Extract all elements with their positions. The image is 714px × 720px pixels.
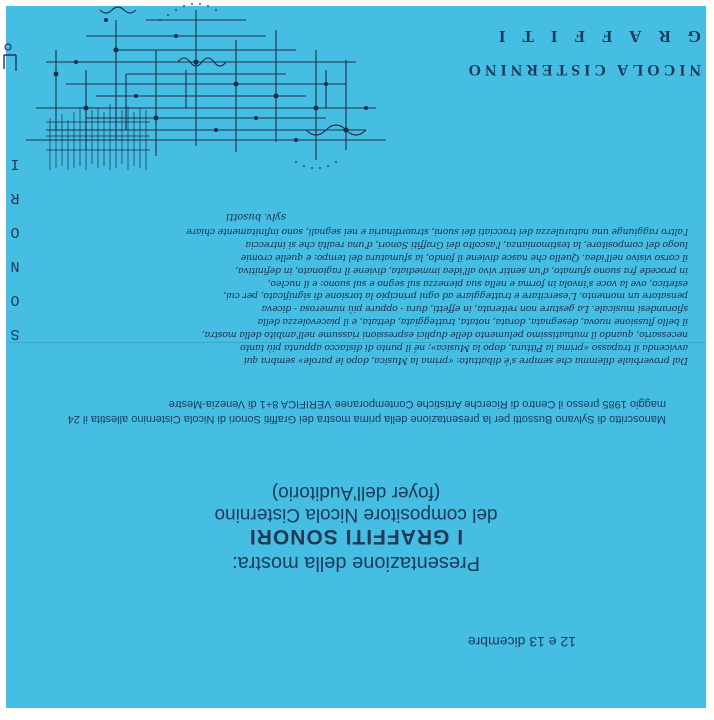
manuscript-caption-line1: Manoscritto di Sylvano Bussotti per la presentazione della prima mostra dei Graffiti Sonori di Nicola Cisternino allestita il 24 [67, 413, 666, 425]
manuscript-caption-line2: maggio 1985 presso il Centro di Ricerche Artistiche Contemporanee VERIFICA 8+1 di Venezia-Mestre [168, 398, 666, 410]
manuscript-line: l'altro raggiunge una naturalezza dei tracciati dei suoni, straordinaria e nei segnali, sono infinitamente chiare [186, 225, 688, 237]
artist-name: NICOLA CISTERNINO [464, 61, 701, 78]
upside-down-content [6, 6, 706, 708]
vertical-letter: O [10, 291, 20, 308]
folded-card [6, 6, 706, 708]
vertical-sonori-label [8, 146, 22, 350]
vertical-letter: N [10, 257, 20, 274]
manuscript-line: il bello flussione nuova, desegnata, dorata, notata, tratteggiata, dettata, e il piacevolezza della [257, 316, 688, 328]
series-title: GRAFFITI [481, 27, 701, 46]
vertical-letter: R [10, 189, 20, 206]
event-date: 12 e 13 dicembre [467, 634, 576, 650]
venue-line: (foyer dell'Auditorio) [271, 482, 441, 503]
manuscript-line: pensatore un momento. L'esercitare e tratteggiare ad ogni principio la torsione di significato, per cui, [223, 290, 688, 302]
composer-line: del compositore Nicola Cisternino [214, 504, 498, 525]
graffiti-score-artwork [26, 0, 386, 170]
manuscript-line: Dal proverbiale dilemma che sempre s'è dibattuto: «prima la Musica, dopo le parole» sembra qui [243, 355, 688, 366]
handwritten-manuscript [78, 224, 688, 366]
manuscript-line: luogo del compositore, la testimonianza, l'ascolto dei Graffiti Sonori, d'una realtà che si intreccia [245, 238, 688, 250]
manuscript-line: avvicenda il trapasso «prima la Pittura, dopo la Musica»; né il punto di distacco appunta più tanto [240, 342, 688, 354]
manuscript-line: necessario, quando il mutuatissimo pelumento delle duplici espressioni riassume nell'ambito della mostra, [201, 329, 688, 341]
manuscript-line: in procede fra suono sfumato, d'un sentir vivo all'idea immediata, diviene il ragionato, in definitiva, [235, 264, 688, 276]
presentation-heading: Presentazione della mostra: [232, 552, 480, 574]
manuscript-line: sfiorandesi musicale. La gesture non reiterata, in effetti, dura - oppure più numerosa - diceva [261, 303, 688, 315]
exhibition-title: I GRAFFITI SONORI [248, 525, 464, 548]
manuscript-line: estetico, ove la voce s'invola in forma e nella sua pienezza sul segno e sul suono: e il nucleo, [267, 277, 688, 289]
manuscript-signature: sylv. busotti [225, 211, 286, 222]
vertical-letter: O [10, 223, 20, 240]
vertical-letter: S [10, 325, 20, 342]
manuscript-line: il corso visivo nell'idea. Quello che nasce diviene il fondo, la sfumatura del tempo: e quelle cromie [240, 251, 688, 263]
g-clef-mark [0, 41, 20, 75]
vertical-letter: I [10, 155, 20, 172]
